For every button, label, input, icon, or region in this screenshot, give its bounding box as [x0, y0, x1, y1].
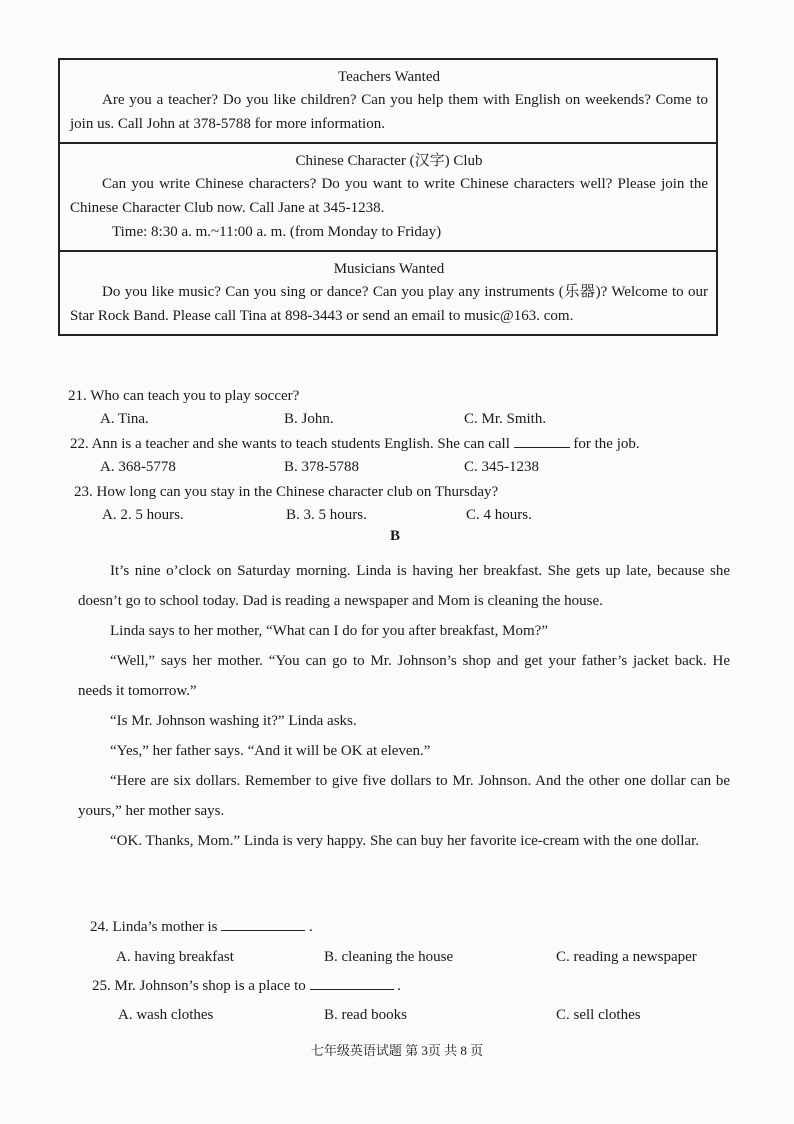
option-a: A. 2. 5 hours.: [102, 507, 184, 523]
passage-paragraph: “OK. Thanks, Mom.” Linda is very happy. She can buy her favorite ice-cream with the one dollar.: [110, 833, 699, 849]
ad-musicians-wanted: [60, 252, 716, 334]
passage-paragraph: Linda says to her mother, “What can I do for you after breakfast, Mom?”: [110, 623, 548, 639]
question-22: [70, 433, 640, 455]
ad-body: Are you a teacher? Do you like children? Can you help them with English on weekends? Come to join us. Call John at 378-5788 for more information.: [70, 92, 708, 132]
question-25-options: [0, 1004, 794, 1026]
ad-teachers-wanted: [60, 60, 716, 144]
option-c: C. reading a newspaper: [556, 949, 697, 965]
passage-paragraph: “Well,” says her mother. “You can go to Mr. Johnson’s shop and get your father’s jacket back. He needs it tomorrow.”: [78, 653, 730, 699]
section-label: B: [390, 528, 401, 544]
ad-body: Can you write Chinese characters? Do you want to write Chinese characters well? Please join the Chinese Character Club now. Call Jane at 345-1238.: [70, 176, 708, 216]
question-21: 21. Who can teach you to play soccer?: [68, 388, 300, 404]
reading-passage: [78, 556, 730, 856]
question-stem: 22. Ann is a teacher and she wants to teach students English. She can call: [70, 436, 510, 452]
option-b: B. 3. 5 hours.: [286, 507, 367, 523]
question-stem-end: .: [397, 978, 401, 994]
answer-blank: [514, 433, 570, 448]
page-footer: 七年级英语试题 第 3页 共 8 页: [310, 1043, 484, 1058]
option-b: B. read books: [324, 1007, 407, 1023]
option-c: C. 4 hours.: [466, 507, 532, 523]
question-22-options: [0, 456, 794, 478]
option-a: A. having breakfast: [116, 949, 234, 965]
option-c: C. 345-1238: [464, 459, 539, 475]
option-c: C. Mr. Smith.: [464, 411, 547, 427]
advertisement-box: [58, 58, 718, 336]
question-stem-end: .: [309, 919, 313, 935]
ad-body: Do you like music? Can you sing or dance? Can you play any instruments (乐器)? Welcome to our Star Rock Band. Please call Tina at 898-3443 or send an email to music@163. com.: [70, 284, 708, 324]
question-stem: 25. Mr. Johnson’s shop is a place to: [92, 978, 306, 994]
question-21-options: [0, 408, 794, 430]
option-b: B. John.: [284, 411, 334, 427]
option-a: A. wash clothes: [118, 1007, 214, 1023]
question-24: [90, 916, 313, 938]
passage-paragraph: It’s nine o’clock on Saturday morning. Linda is having her breakfast. She gets up late, because she doesn’t go to school today. Dad is reading a newspaper and Mom is cleaning the house.: [78, 563, 730, 609]
option-c: C. sell clothes: [556, 1007, 641, 1023]
ad-title: Teachers Wanted: [338, 69, 440, 85]
question-stem-end: for the job.: [573, 436, 640, 452]
ad-title: Musicians Wanted: [333, 261, 445, 277]
passage-paragraph: “Is Mr. Johnson washing it?” Linda asks.: [110, 713, 357, 729]
ad-title: Chinese Character (汉字) Club: [295, 153, 483, 169]
option-b: B. cleaning the house: [324, 949, 454, 965]
option-b: B. 378-5788: [284, 459, 359, 475]
option-a: A. Tina.: [100, 411, 149, 427]
passage-paragraph: “Yes,” her father says. “And it will be OK at eleven.”: [110, 743, 431, 759]
question-25: [92, 975, 401, 997]
answer-blank: [310, 975, 394, 990]
question-23-options: [0, 504, 794, 526]
answer-blank: [221, 916, 305, 931]
passage-paragraph: “Here are six dollars. Remember to give five dollars to Mr. Johnson. And the other one dollar can be yours,” her mother says.: [78, 773, 730, 819]
question-24-options: [0, 946, 794, 968]
question-stem: 24. Linda’s mother is: [90, 919, 218, 935]
ad-time: Time: 8:30 a. m.~11:00 a. m. (from Monday to Friday): [112, 224, 442, 240]
option-a: A. 368-5778: [100, 459, 176, 475]
question-23: 23. How long can you stay in the Chinese character club on Thursday?: [74, 484, 499, 500]
ad-chinese-character-club: [60, 144, 716, 252]
